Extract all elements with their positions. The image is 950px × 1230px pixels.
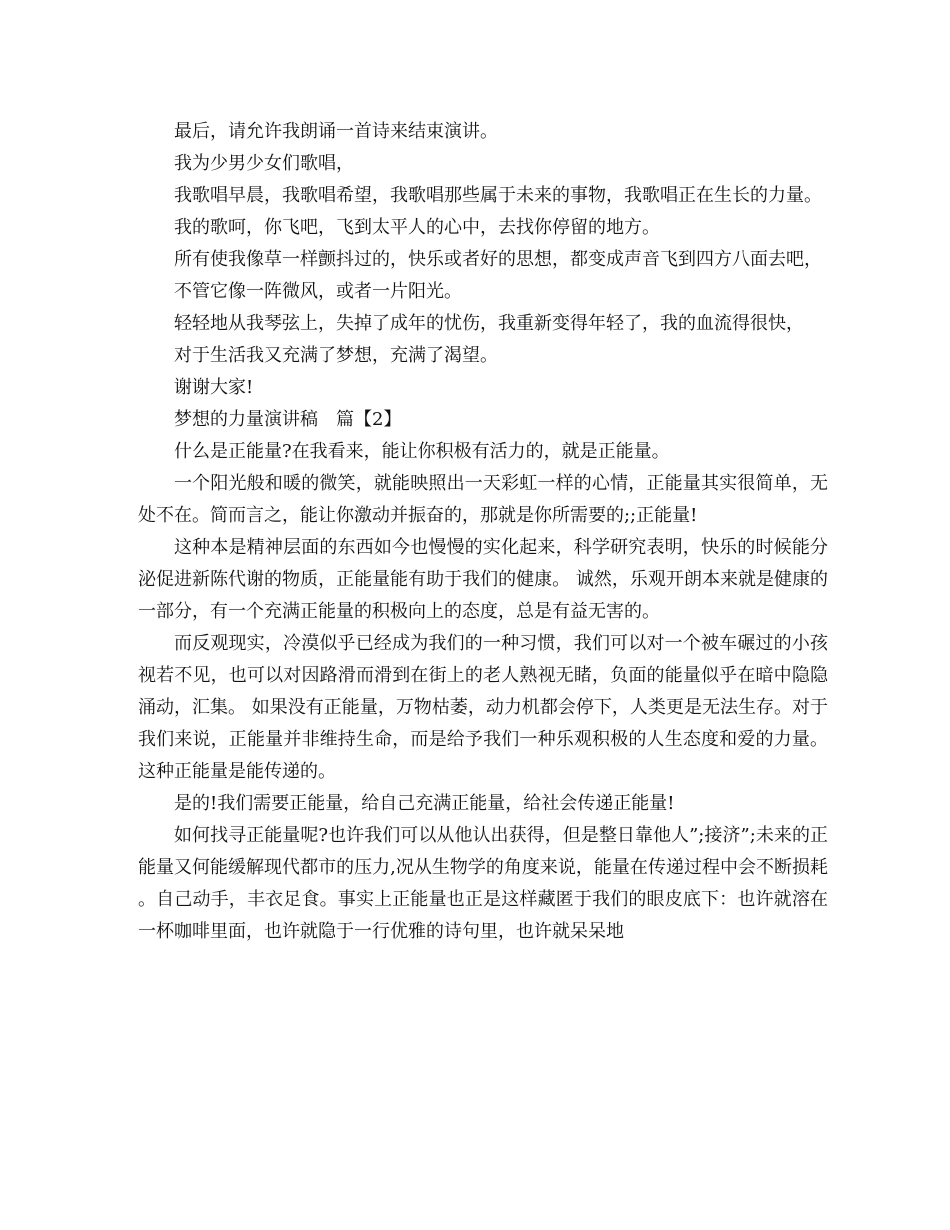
paragraph: 谢谢大家! — [174, 377, 254, 398]
paragraph: 一个阳光般和暖的微笑，就能映照出一天彩虹一样的心情，正能量其实很简单，无处不在。简而言之，能让你激动并振奋的，那就是你所需要的;;正能量! — [138, 473, 828, 526]
paragraph: 对于生活我又充满了梦想，充满了渴望。 — [174, 345, 498, 366]
paragraph: 轻轻地从我琴弦上，失掉了成年的忧伤，我重新变得年轻了，我的血流得很快， — [174, 313, 804, 334]
section-heading: 梦想的力量演讲稿 篇【2】 — [174, 409, 402, 430]
paragraph: 不管它像一阵微风，或者一片阳光。 — [174, 281, 462, 302]
paragraph: 我为少男少女们歌唱， — [174, 153, 354, 174]
document-page — [138, 116, 828, 948]
paragraph: 我歌唱早晨，我歌唱希望，我歌唱那些属于未来的事物，我歌唱正在生长的力量。 — [174, 185, 822, 206]
paragraph: 如何找寻正能量呢?也许我们可以从他认出获得，但是整日靠他人”;接济”;未来的正能量又何能缓解现代都市的压力,况从生物学的角度来说，能量在传递过程中会不断损耗。自己动手，丰衣足食。事实上正能量也正是这样藏匿于我们的眼皮底下：也许就溶在一杯咖啡里面，也许就隐于一行优雅的诗句里，也许就呆呆地 — [138, 825, 828, 942]
paragraph: 什么是正能量?在我看来，能让你积极有活力的，就是正能量。 — [174, 441, 670, 462]
paragraph: 而反观现实，冷漠似乎已经成为我们的一种习惯，我们可以对一个被车碾过的小孩视若不见，也可以对因路滑而滑到在街上的老人熟视无睹，负面的能量似乎在暗中隐隐涌动，汇集。 如果没有正能量，万物枯萎，动力机都会停下，人类更是无法生存。对于我们来说，正能量并非维持生命，而是给予我们一种乐观积极的人生态度和爱的力量。这种正能量是能传递的。 — [138, 633, 828, 782]
paragraph: 是的!我们需要正能量，给自己充满正能量，给社会传递正能量! — [174, 793, 675, 814]
paragraph: 我的歌呵，你飞吧，飞到太平人的心中，去找你停留的地方。 — [174, 217, 660, 238]
paragraph: 这种本是精神层面的东西如今也慢慢的实化起来，科学研究表明，快乐的时候能分泌促进新陈代谢的物质，正能量能有助于我们的健康。 诚然，乐观开朗本来就是健康的一部分，有一个充满正能量的积极向上的态度，总是有益无害的。 — [138, 537, 828, 622]
paragraph: 所有使我像草一样颤抖过的，快乐或者好的思想，都变成声音飞到四方八面去吧， — [174, 249, 822, 270]
paragraph: 最后，请允许我朗诵一首诗来结束演讲。 — [174, 121, 498, 142]
